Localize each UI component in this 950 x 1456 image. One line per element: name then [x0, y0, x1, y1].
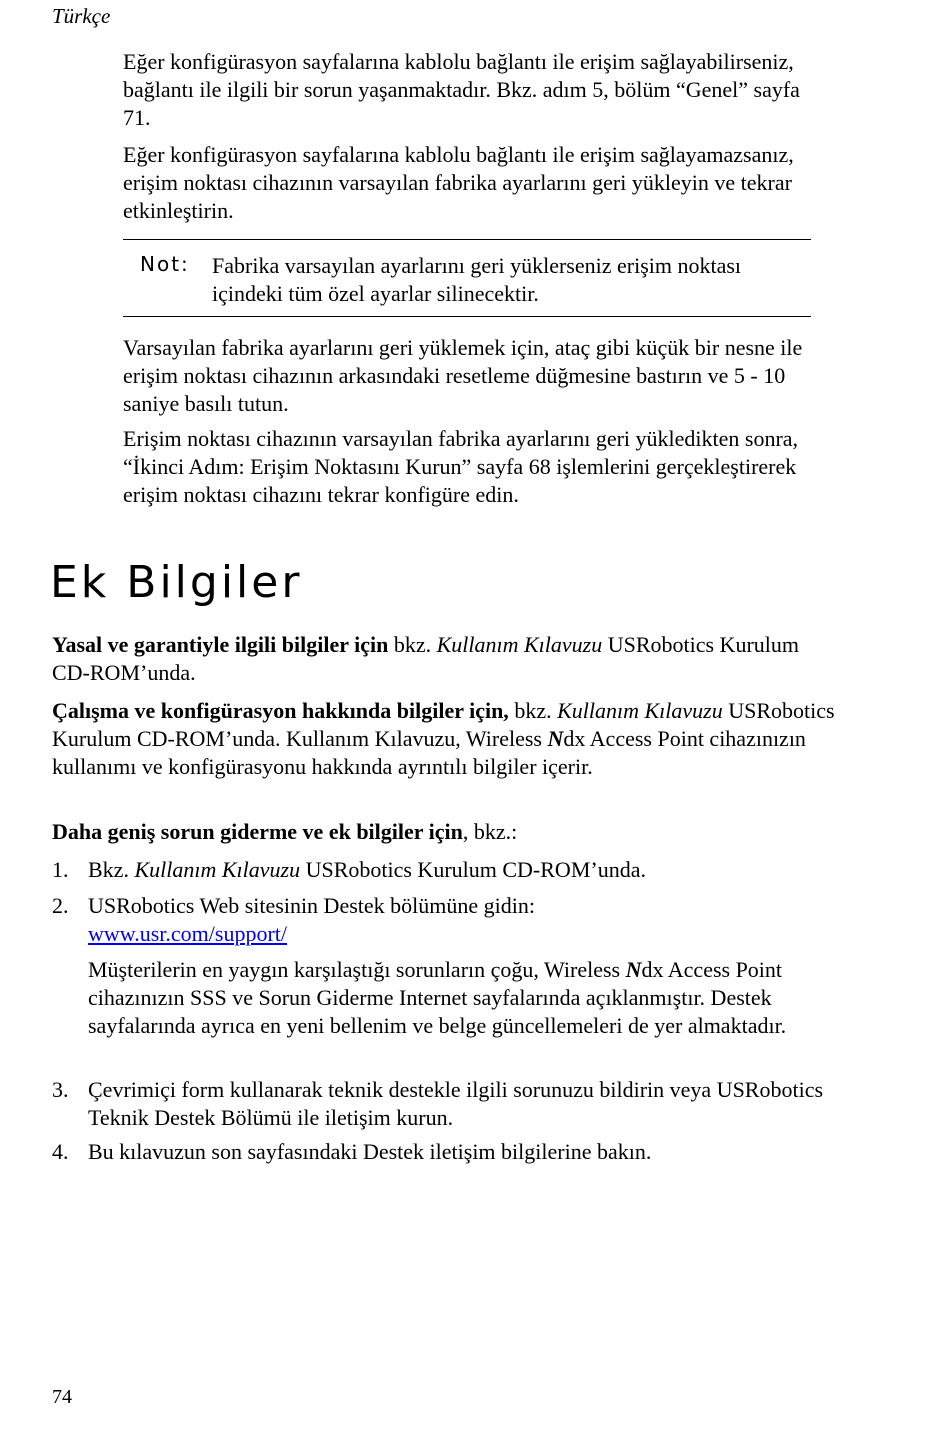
more-bold: Daha geniş sorun giderme ve ek bilgiler için [52, 819, 463, 844]
note-text: Fabrika varsayılan ayarlarını geri yüklerseniz erişim noktası içindeki tüm özel ayarlar silinecektir. [212, 253, 742, 306]
list-item-3: Çevrimiçi form kullanarak teknik destekle ilgili sorunuzu bildirin veya USRobotics Teknik Destek Bölümü ile iletişim kurun. [88, 1077, 824, 1130]
ops-guide-title: Kullanım Kılavuzu [557, 698, 723, 723]
more-info-paragraph [52, 818, 842, 846]
item2-n-logo: N [625, 957, 642, 982]
item1-pre: Bkz. [88, 857, 135, 882]
item2-text: USRobotics Web sitesinin Destek bölümüne gidin: [88, 893, 535, 918]
ops-pre: bkz. [508, 698, 558, 723]
list-number-4: 4. [52, 1139, 69, 1164]
more-post: , bkz.: [462, 819, 518, 844]
ops-mid: USRobotics Kurulum CD-ROM’unda. Kullanım Kılavuzu, Wireless [52, 698, 835, 751]
ops-post: dx Access Point cihazınızın kullanımı ve konfigürasyonu hakkında ayrıntılı bilgiler içerir. [52, 726, 806, 779]
section-title: Ek Bilgiler [50, 557, 303, 608]
ops-n-logo: N [547, 726, 564, 751]
list-item-1 [88, 856, 838, 884]
legal-info-paragraph [52, 631, 842, 687]
item2-sub-pre: Müşterilerin en yaygın karşılaştığı sorunların çoğu, Wireless [88, 957, 626, 982]
legal-post: USRobotics Kurulum CD-ROM’unda. [52, 632, 799, 685]
ops-bold: Çalışma ve konfigürasyon hakkında bilgiler için, [52, 698, 509, 723]
legal-pre: bkz. [388, 632, 437, 657]
operations-info-paragraph [52, 697, 842, 781]
intro-paragraph-3: Varsayılan fabrika ayarlarını geri yüklemek için, ataç gibi küçük bir nesne ile erişim noktası cihazının arkasındaki resetleme düğmesine bastırın ve 5 - 10 saniye basılı tutun. [123, 335, 803, 416]
support-link[interactable]: www.usr.com/support/ [88, 921, 288, 946]
list-item-2-detail [88, 956, 838, 1040]
note-bottom-rule [123, 316, 811, 317]
legal-guide-title: Kullanım Kılavuzu [436, 632, 603, 657]
intro-paragraph-4: Erişim noktası cihazının varsayılan fabrika ayarlarını geri yükledikten sonra, “İkinci Adım: Erişim Noktasını Kurun” sayfa 68 işlemlerini gerçekleştirerek erişim noktası cihazını tekrar konfigüre edin. [123, 426, 799, 507]
list-item-4: Bu kılavuzun son sayfasındaki Destek iletişim bilgilerine bakın. [88, 1139, 652, 1164]
intro-paragraph-1: Eğer konfigürasyon sayfalarına kablolu bağlantı ile erişim sağlayabilirseniz, bağlantı ile ilgili bir sorun yaşanmaktadır. Bkz. adım 5, bölüm “Genel” sayfa 71. [123, 49, 800, 130]
list-number-3: 3. [52, 1077, 69, 1102]
language-header: Türkçe [52, 4, 111, 28]
item2-sub-post: dx Access Point cihazınızın SSS ve Sorun Giderme Internet sayfalarında açıklanmıştır. Destek sayfalarında ayrıca en yeni bellenim ve belge güncellemeleri de yer almaktadır. [88, 957, 787, 1038]
note-top-rule [123, 239, 811, 240]
item1-guide-title: Kullanım Kılavuzu [134, 857, 301, 882]
item1-post: USRobotics Kurulum CD-ROM’unda. [300, 857, 646, 882]
list-number-1: 1. [52, 857, 69, 882]
page-number: 74 [52, 1386, 72, 1408]
list-item-2 [88, 892, 838, 948]
list-number-2: 2. [52, 893, 69, 918]
legal-bold: Yasal ve garantiyle ilgili bilgiler için [52, 632, 389, 657]
note-label: Not: [140, 252, 190, 276]
intro-paragraph-2: Eğer konfigürasyon sayfalarına kablolu bağlantı ile erişim sağlayamazsanız, erişim noktası cihazının varsayılan fabrika ayarlarını geri yükleyin ve tekrar etkinleştirin. [123, 142, 794, 223]
